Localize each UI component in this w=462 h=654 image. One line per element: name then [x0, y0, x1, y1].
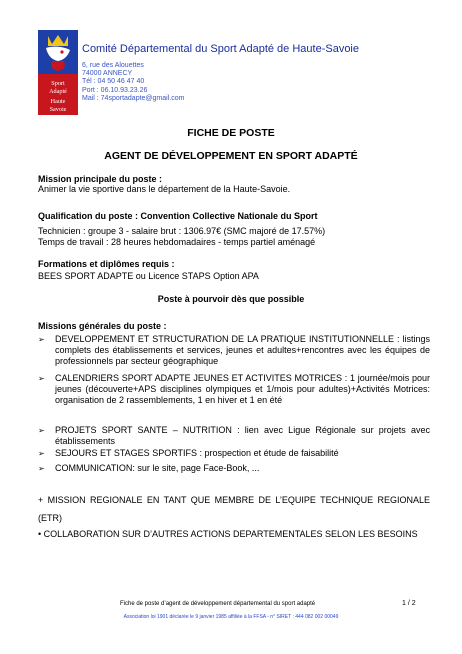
- arrow-bullet-icon: ➢: [38, 335, 45, 344]
- address-city: 74000 ANNECY: [82, 70, 133, 78]
- page-number: 1 / 2: [402, 600, 416, 607]
- arrow-bullet-icon: ➢: [38, 426, 45, 435]
- list-item: ➢ SEJOURS ET STAGES SPORTIFS : prospection et étude de faisabilité: [38, 448, 339, 458]
- footer-title: Fiche de poste d’agent de développement départemental du sport adapté: [120, 601, 316, 607]
- logo-text-savoie: Savoie: [49, 106, 67, 113]
- document-subtitle: AGENT DE DÉVELOPPEMENT EN SPORT ADAPTÉ: [104, 150, 358, 162]
- document-title: FICHE DE POSTE: [187, 127, 275, 139]
- arrow-bullet-icon: ➢: [38, 464, 45, 473]
- logo-text-haute: Haute: [50, 98, 66, 105]
- logo-text-sport: Sport: [51, 80, 65, 87]
- address-mobile: Port : 06.10.93.23.26: [82, 86, 148, 94]
- arrow-bullet-icon: ➢: [38, 374, 45, 383]
- arrow-bullet-icon: ➢: [38, 449, 45, 458]
- missions-heading: Missions générales du poste :: [38, 321, 167, 331]
- qualification-heading: Qualification du poste : Convention Collective Nationale du Sport: [38, 211, 318, 221]
- list-item: ➢ COMMUNICATION: sur le site, page Face-Book, ...: [38, 463, 260, 473]
- logo-text-adapte: Adapté: [49, 88, 67, 95]
- availability-note: Poste à pourvoir dès que possible: [157, 294, 305, 304]
- address-block: [82, 62, 184, 103]
- qualification-line-2: Temps de travail : 28 heures hebdomadaires - temps partiel aménagé: [38, 237, 316, 247]
- qualification-line-1: Technicien : groupe 3 - salaire brut : 1306.97€ (SMC majoré de 17.57%): [38, 226, 326, 236]
- committee-logo: [38, 30, 78, 115]
- organization-name: Comité Départemental du Sport Adapté de Haute-Savoie: [82, 43, 359, 55]
- mission-heading: Mission principale du poste :: [38, 174, 163, 184]
- mission-text: Animer la vie sportive dans le département de la Haute-Savoie.: [38, 184, 291, 194]
- list-item: ➢ DEVELOPPEMENT ET STRUCTURATION DE LA PRATIQUE INSTITUTIONNELLE : listings complets des établissements et services, jeunes et adultes+rencontres avec les équipes de professionnels par secteur géographique: [38, 334, 430, 367]
- list-item: ➢ CALENDRIERS SPORT ADAPTE JEUNES ET ACTIVITES MOTRICES : 1 journée/mois pour jeunes (découverte+APS disciplines olympiques et 1/mois pour adultes)+Activités Motrices: organisation de 2 rassemblements, 1 en hiver et 1 en été: [38, 373, 430, 406]
- formations-heading: Formations et diplômes requis :: [38, 259, 175, 269]
- regional-mission-item: + MISSION REGIONALE EN TANT QUE MEMBRE DE L’EQUIPE TECHNIQUE REGIONALE (ETR): [38, 495, 430, 523]
- collaboration-item: • COLLABORATION SUR D’AUTRES ACTIONS DEPARTEMENTALES SELON LES BESOINS: [38, 529, 418, 539]
- formations-text: BEES SPORT ADAPTE ou Licence STAPS Option APA: [38, 271, 259, 281]
- list-item: ➢ PROJETS SPORT SANTE – NUTRITION : lien avec Ligue Régionale sur projets avec établissements: [38, 425, 430, 447]
- address-phone: Tél : 04 50 46 47 40: [82, 78, 145, 86]
- address-street: 6, rue des Alouettes: [82, 62, 144, 69]
- address-email: Mail : 74sportadapte@gmail.com: [82, 94, 185, 102]
- footer-legal: Association loi 1901 déclarée le 9 janvier 1985 affiliée à la FFSA - n° SIRET : 444 082 002 00049: [123, 614, 339, 620]
